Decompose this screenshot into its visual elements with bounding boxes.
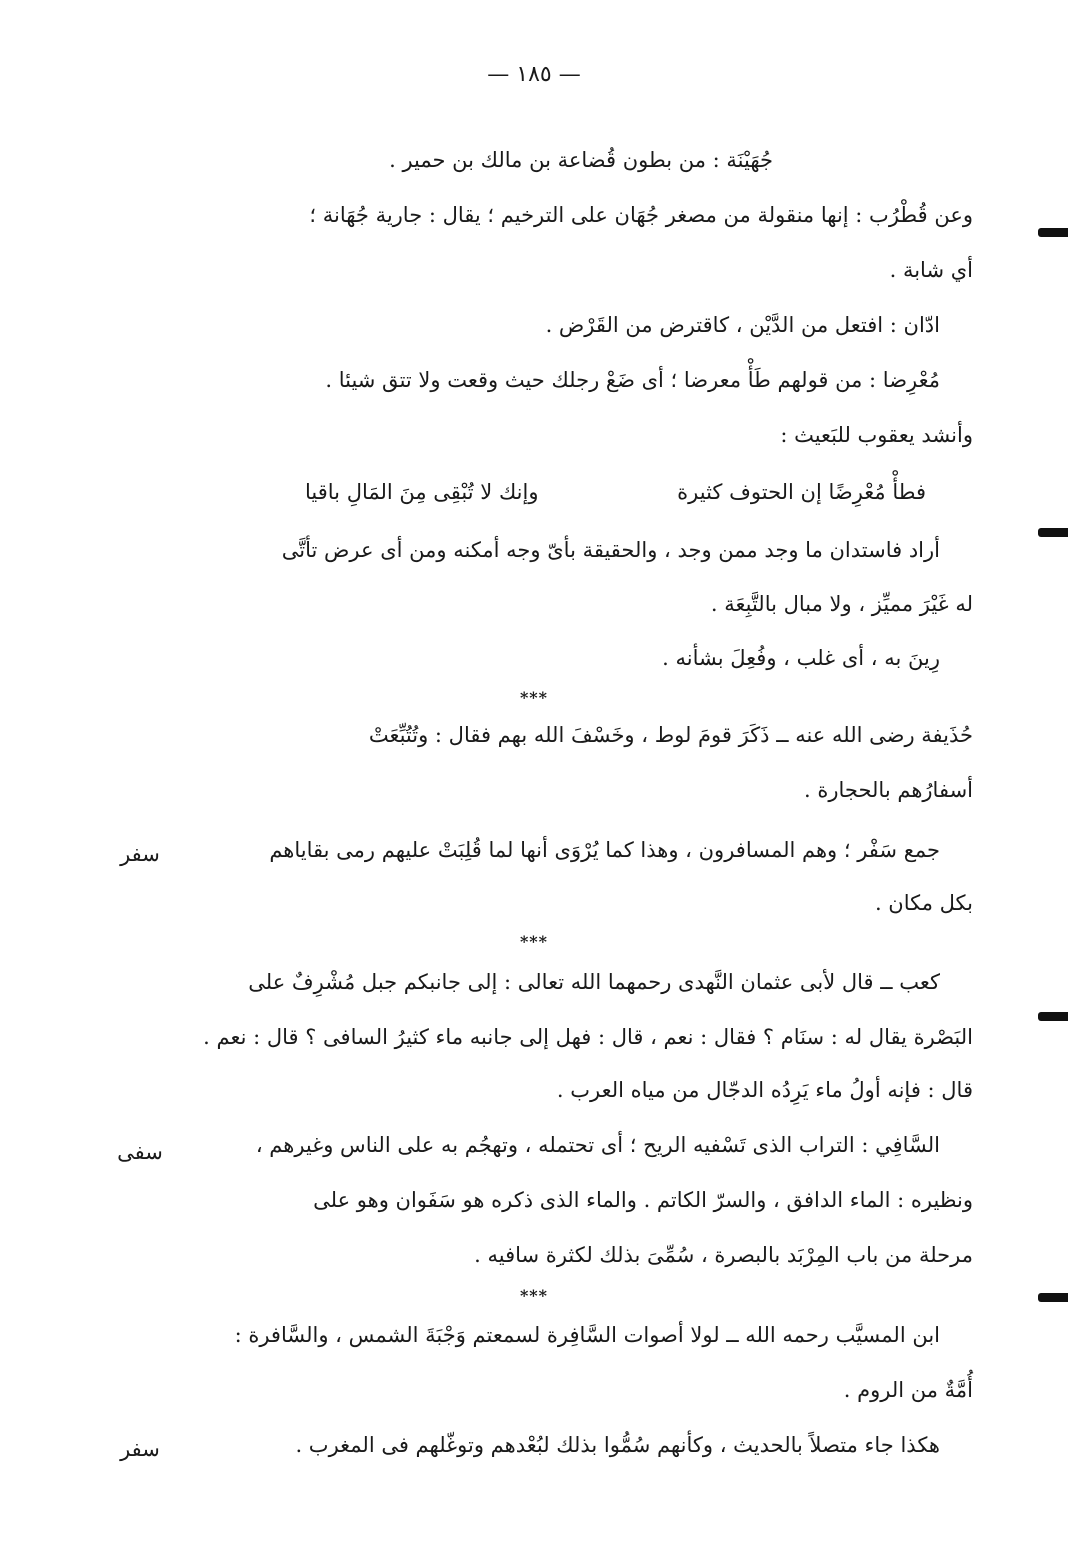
text-line: وأنشد يعقوب للبَعيث : (780, 423, 973, 447)
binding-mark (1038, 528, 1068, 537)
section-separator: *** (519, 932, 549, 951)
text-line: مُعْرِضا : من قولهم طَأْ معرضا ؛ أى ضَعْ رجلك حيث وقعت ولا تتق شيئا . (325, 368, 940, 392)
text-line: بكل مكان . (874, 891, 973, 915)
text-line: أراد فاستدان ما وجد ممن وجد ، والحقيقة بأىّ وجه أمكنه ومن أى عرض تأتَّى (281, 538, 940, 562)
text-line: مرحلة من باب المِرْبَد بالبصرة ، سُمِّىَ بذلك لكثرة سافيه . (474, 1243, 973, 1267)
text-line: ونظيره : الماء الدافق ، والسرّ الكاتم . والماء الذى ذكره هو سَفَوان وهو على (313, 1188, 973, 1212)
text-line: البَصْرة يقال له : سنَام ؟ فقال : نعم ، قال : فهل إلى جانبه ماء كثيرُ السافى ؟ قال : نعم . (203, 1025, 973, 1049)
text-line: ادّان : افتعل من الدَّيْن ، كاقترض من القَرْض . (545, 313, 940, 337)
text-line: له غَيْرَ مميِّز ، ولا مبال بالتَّبِعَة . (710, 592, 973, 616)
page-number: — ١٨٥ — (487, 62, 581, 87)
verse-first-hemistich: فطأْ مُعْرِضًا إن الحتوف كثيرة (677, 480, 926, 504)
section-separator: *** (519, 688, 549, 707)
section-separator: *** (519, 1286, 549, 1305)
text-line: كعب ــ قال لأبى عثمان النَّهدى رحمهما الله تعالى : إلى جانبكم جبل مُشْرِفٌ على (248, 970, 940, 994)
text-line: وعن قُطْرُب : إنها منقولة من مصغر جُهَان على الترخيم ؛ يقال : جارية جُهَانة ؛ (309, 203, 973, 227)
margin-note: سفر (120, 1437, 160, 1461)
text-line: السَّافِي : التراب الذى تَسْفيه الريح ؛ أى تحتمله ، وتهجُم به على الناس وغيرهم ، (255, 1133, 940, 1157)
verse-second-hemistich: وإنك لا تُبْقِى مِنَ المَالِ باقيا (305, 480, 539, 504)
binding-mark (1038, 1012, 1068, 1021)
text-line: قال : فإنه أولُ ماء يَرِدُه الدجّال من مياه العرب . (556, 1078, 973, 1102)
margin-note: سفر (120, 842, 160, 866)
text-line: جمع سَفْر ؛ وهم المسافرون ، وهذا كما يُرْوَى أنها لما قُلِبَتْ عليهم رمى بقاياهم (269, 838, 940, 862)
text-line: أسفارُهم بالحجارة . (804, 778, 973, 802)
text-line: ابن المسيَّب رحمه الله ــ لولا أصوات السَّافِرة لسمعتم وَجْبَةَ الشمس ، والسَّافرة : (234, 1323, 940, 1347)
binding-mark (1038, 228, 1068, 237)
text-line: جُهَيْنَة : من بطون قُضاعة بن مالك بن حمير . (389, 148, 773, 172)
text-line: أُمَّةٌ من الروم . (843, 1378, 973, 1402)
text-line: حُذَيفة رضى الله عنه ــ ذَكَرَ قومَ لوط ، وخَسْفَ الله بهم فقال : وتُتُبِّعَتْ (368, 723, 973, 747)
text-line: أي شابة . (889, 258, 973, 282)
margin-note: سفى (117, 1140, 163, 1164)
text-line: رِينَ به ، أى غلب ، وفُعِلَ بشأنه . (662, 646, 940, 670)
text-line: هكذا جاء متصلاً بالحديث ، وكأنهم سُمُّوا بذلك لبُعْدهم وتوغّلهم فى المغرب . (295, 1433, 940, 1457)
